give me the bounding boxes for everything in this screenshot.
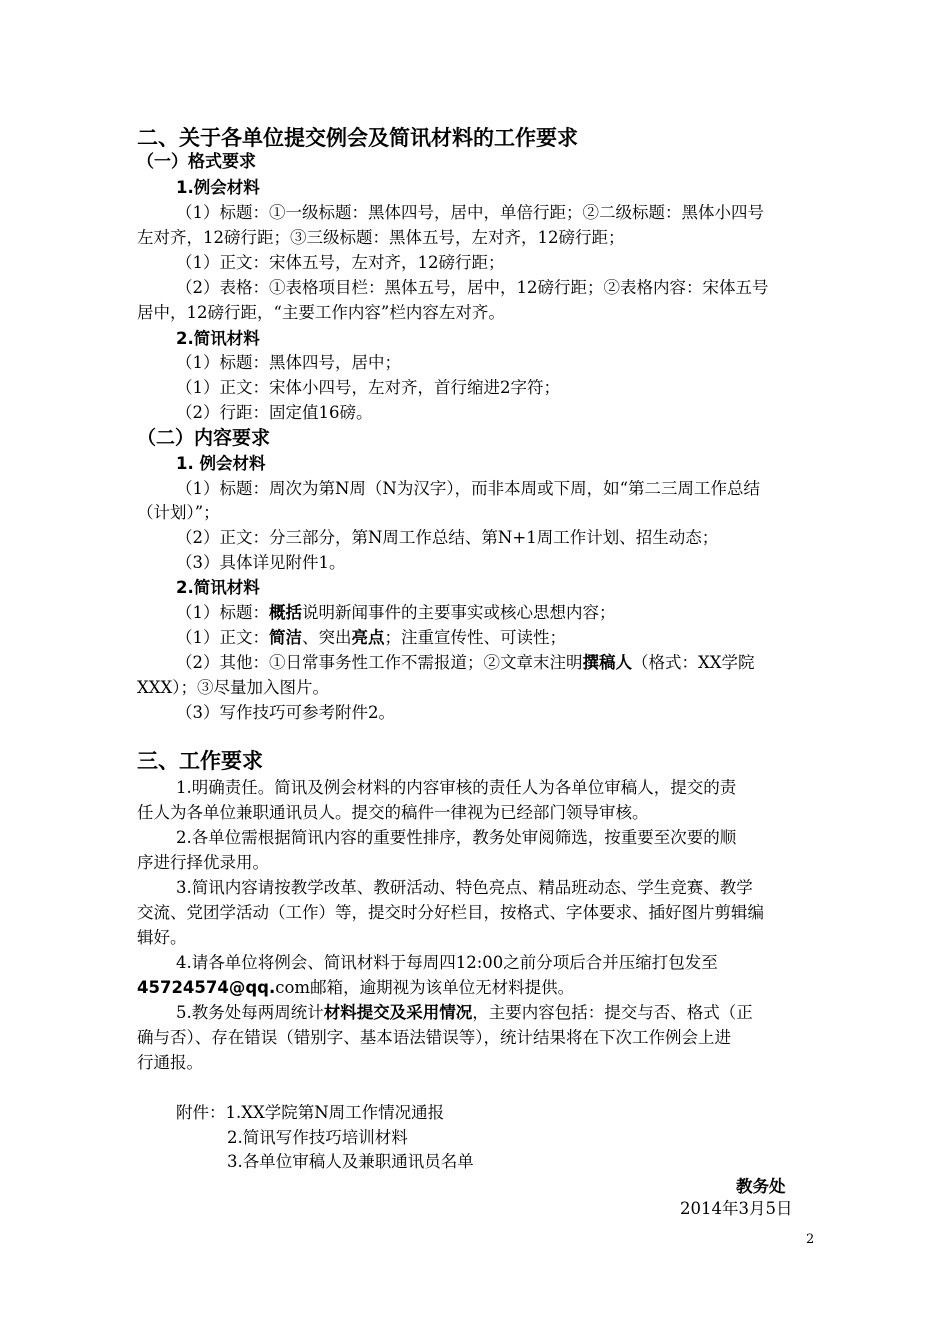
paragraph-line: 2.各单位需根据简讯内容的重要性排序，教务处审阅筛选，按重要至次要的顺 bbox=[176, 828, 737, 847]
paragraph-line: （3）具体详见附件1。 bbox=[176, 553, 346, 572]
paragraph-line: 左对齐，12磅行距；③三级标题：黑体五号，左对齐，12磅行距； bbox=[137, 228, 625, 247]
paragraph-line: 交流、党团学活动（工作）等，提交时分好栏目，按格式、字体要求、插好图片剪辑编 bbox=[137, 903, 764, 922]
paragraph-line bbox=[176, 651, 755, 675]
bold-keyword: 概括 bbox=[269, 603, 302, 622]
email-address-bold: 45724574@qq. bbox=[137, 978, 276, 997]
paragraph-line: XXX）；③尽量加入图片。 bbox=[137, 678, 329, 697]
subsection-format-title: （一）格式要求 bbox=[137, 152, 256, 172]
subsection-content-title: （二）内容要求 bbox=[137, 427, 271, 449]
attachments-label: 附件： bbox=[176, 1103, 226, 1122]
paragraph-line: （2）表格：①表格项目栏：黑体五号，居中，12磅行距；②表格内容：宋体五号 bbox=[176, 278, 769, 297]
bold-keyword: 撰稿人 bbox=[582, 653, 632, 672]
paragraph-line: 确与否）、存在错误（错别字、基本语法错误等），统计结果将在下次工作例会上进 bbox=[137, 1028, 731, 1047]
section-3-title: 三、工作要求 bbox=[137, 749, 263, 773]
text-run: 5.教务处每两周统计 bbox=[176, 1003, 324, 1022]
paragraph-line: 行通报。 bbox=[137, 1053, 203, 1072]
heading-meeting-material: 1.例会材料 bbox=[176, 178, 260, 197]
attachments-list bbox=[176, 1101, 444, 1125]
paragraph-line: （计划）”； bbox=[137, 503, 220, 522]
paragraph-line: 任人为各单位兼职通讯员人。提交的稿件一律视为已经部门领导审核。 bbox=[137, 803, 649, 822]
paragraph-line: （3）写作技巧可参考附件2。 bbox=[176, 703, 395, 722]
text-run: 说明新闻事件的主要事实或核心思想内容； bbox=[302, 603, 616, 622]
paragraph-line: 3.简讯内容请按教学改革、教研活动、特色亮点、精品班动态、学生竞赛、教学 bbox=[176, 878, 753, 897]
heading-news-material-2: 2.简讯材料 bbox=[176, 578, 260, 597]
attachment-item: 3.各单位审稿人及兼职通讯员名单 bbox=[227, 1152, 474, 1171]
text-run: 邮箱，逾期视为该单位无材料提供。 bbox=[310, 978, 575, 997]
section-2-title: 二、关于各单位提交例会及简讯材料的工作要求 bbox=[137, 126, 578, 150]
text-run: 、突出 bbox=[302, 628, 352, 647]
heading-meeting-material-2: 1. 例会材料 bbox=[176, 454, 266, 473]
email-address-rest: com bbox=[275, 978, 311, 997]
attachment-item: 1.XX学院第N周工作情况通报 bbox=[225, 1103, 445, 1122]
text-run: ，主要内容包括：提交与否、格式（正 bbox=[472, 1003, 753, 1022]
heading-news-material: 2.简讯材料 bbox=[176, 329, 260, 348]
bold-keyword: 亮点 bbox=[351, 628, 385, 647]
paragraph-line: （1）正文：宋体五号，左对齐，12磅行距； bbox=[176, 253, 505, 272]
paragraph-line: （1）标题：①一级标题：黑体四号，居中，单倍行距；②二级标题：黑体小四号 bbox=[176, 203, 764, 222]
paragraph-line: （2）行距：固定值16磅。 bbox=[176, 403, 373, 422]
paragraph-line bbox=[176, 601, 616, 625]
text-run: （2）其他：①日常事务性工作不需报道；②文章末注明 bbox=[176, 653, 583, 672]
paragraph-line: （1）标题：黑体四号，居中； bbox=[176, 353, 401, 372]
attachment-item: 2.简讯写作技巧培训材料 bbox=[227, 1128, 408, 1147]
text-run: ；注重宣传性、可读性； bbox=[384, 628, 566, 647]
paragraph-line: （1）正文：宋体小四号，左对齐，首行缩进2字符； bbox=[176, 378, 560, 397]
page-number: 2 bbox=[806, 1232, 815, 1247]
bold-keyword: 简洁 bbox=[269, 628, 302, 647]
paragraph-line: 4.请各单位将例会、简讯材料于每周四12:00之前分项后合并压缩打包发至 bbox=[176, 953, 718, 972]
paragraph-line: （1）标题：周次为第N周（N为汉字），而非本周或下周，如“第二三周工作总结 bbox=[176, 479, 761, 498]
paragraph-line bbox=[137, 976, 574, 1000]
paragraph-line: 1.明确责任。简讯及例会材料的内容审核的责任人为各单位审稿人，提交的责 bbox=[176, 778, 737, 797]
signature-org: 教务处 bbox=[736, 1177, 786, 1196]
text-run: （1）正文： bbox=[176, 628, 269, 647]
paragraph-line: （2）正文：分三部分，第N周工作总结、第N+1周工作计划、招生动态； bbox=[176, 528, 719, 547]
paragraph-line bbox=[176, 1001, 753, 1025]
paragraph-line bbox=[176, 626, 566, 650]
paragraph-line: 辑好。 bbox=[137, 928, 187, 947]
text-run: （格式：XX学院 bbox=[632, 653, 755, 672]
bold-keyword: 材料提交及采用情况 bbox=[323, 1003, 473, 1022]
paragraph-line: 序进行择优录用。 bbox=[137, 853, 269, 872]
text-run: （1）标题： bbox=[176, 603, 269, 622]
paragraph-line: 居中，12磅行距，“主要工作内容”栏内容左对齐。 bbox=[137, 303, 505, 322]
signature-date: 2014年3月5日 bbox=[680, 1199, 793, 1218]
